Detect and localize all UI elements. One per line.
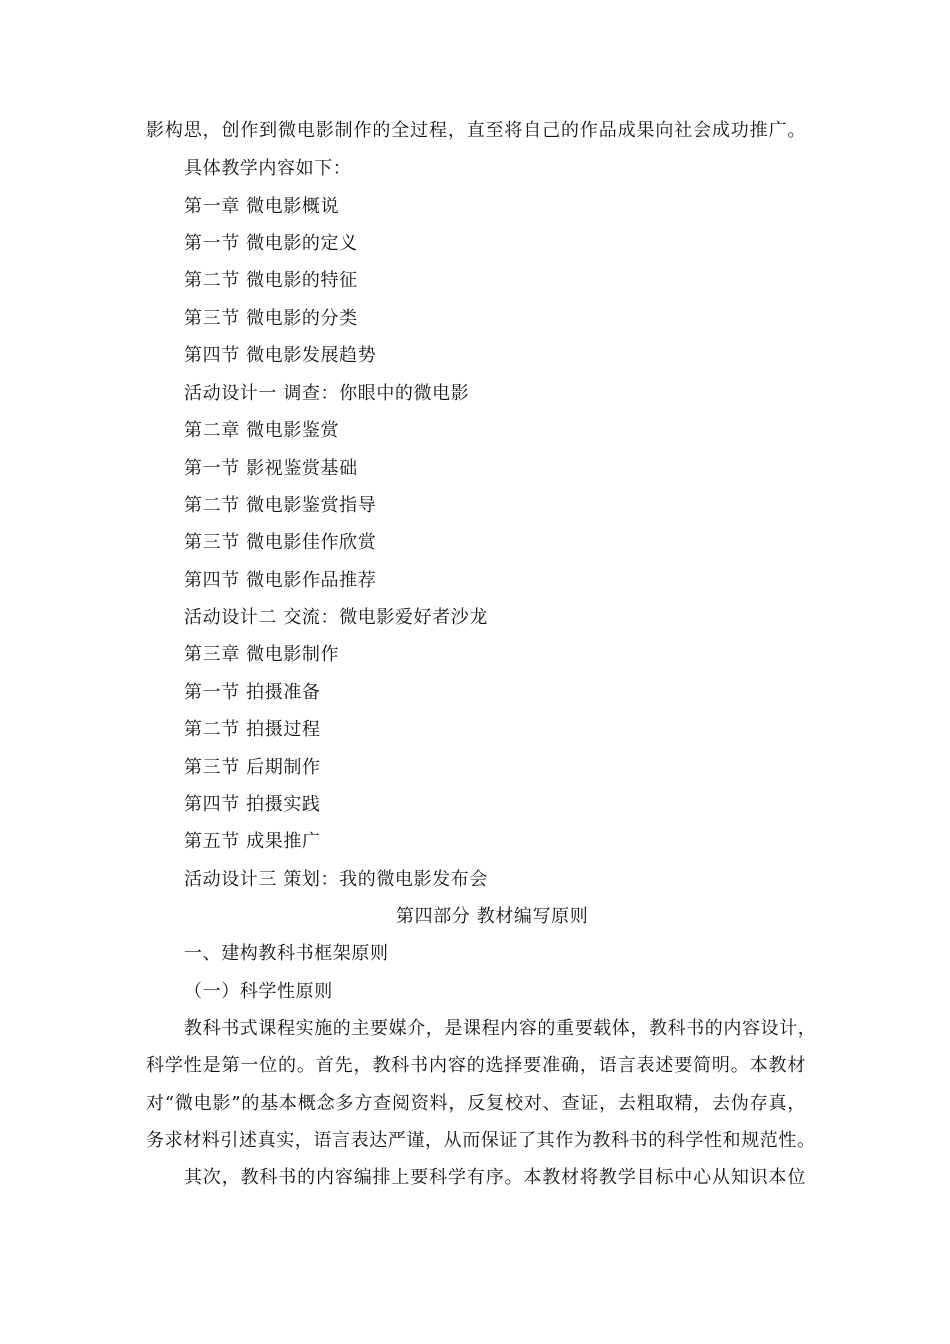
outline-item: 第四节 微电影发展趋势 <box>184 345 377 366</box>
content-heading: 具体教学内容如下： <box>184 158 352 179</box>
outline-item: 第一节 微电影的定义 <box>184 233 358 254</box>
outline-item: 第二节 微电影的特征 <box>184 270 358 291</box>
outline-item: 第三节 微电影的分类 <box>184 308 358 329</box>
paragraph-line: 务求材料引述真实，语言表达严谨，从而保证了其作为教科书的科学性和规范性。 <box>146 1130 816 1151</box>
activity-item: 活动设计二 交流：微电影爱好者沙龙 <box>184 607 488 628</box>
paragraph-line: 对“微电影”的基本概念多方查阅资料，反复校对、查证，去粗取精，去伪存真， <box>146 1093 806 1114</box>
activity-item: 活动设计一 调查：你眼中的微电影 <box>184 383 470 404</box>
chapter-1-title: 第一章 微电影概说 <box>184 196 340 217</box>
outline-item: 第二节 拍摄过程 <box>184 719 321 740</box>
paragraph-line: 科学性是第一位的。首先，教科书内容的选择要准确，语言表述要简明。本教材 <box>146 1055 806 1076</box>
paragraph-line: 教科书式课程实施的主要媒介，是课程内容的重要载体，教科书的内容设计， <box>184 1018 817 1039</box>
outline-item: 第三节 微电影佳作欣赏 <box>184 532 377 553</box>
outline-item: 第一节 影视鉴赏基础 <box>184 458 358 479</box>
intro-continuation: 影构思，创作到微电影制作的全过程，直至将自己的作品成果向社会成功推广。 <box>146 120 806 141</box>
subsection-heading: 一、建构教科书框架原则 <box>184 943 389 964</box>
paragraph-line: 其次，教科书的内容编排上要科学有序。本教材将教学目标中心从知识本位 <box>184 1167 806 1188</box>
subsubsection-heading: （一）科学性原则 <box>184 981 333 1002</box>
outline-item: 第四节 拍摄实践 <box>184 794 321 815</box>
chapter-3-title: 第三章 微电影制作 <box>184 644 340 665</box>
outline-item: 第四节 微电影作品推荐 <box>184 570 377 591</box>
section-title: 第四部分 教材编写原则 <box>396 906 589 927</box>
outline-item: 第二节 微电影鉴赏指导 <box>184 495 377 516</box>
chapter-2-title: 第二章 微电影鉴赏 <box>184 420 340 441</box>
activity-item: 活动设计三 策划：我的微电影发布会 <box>184 869 488 890</box>
outline-item: 第一节 拍摄准备 <box>184 682 321 703</box>
outline-item: 第五节 成果推广 <box>184 831 321 852</box>
outline-item: 第三节 后期制作 <box>184 757 321 778</box>
